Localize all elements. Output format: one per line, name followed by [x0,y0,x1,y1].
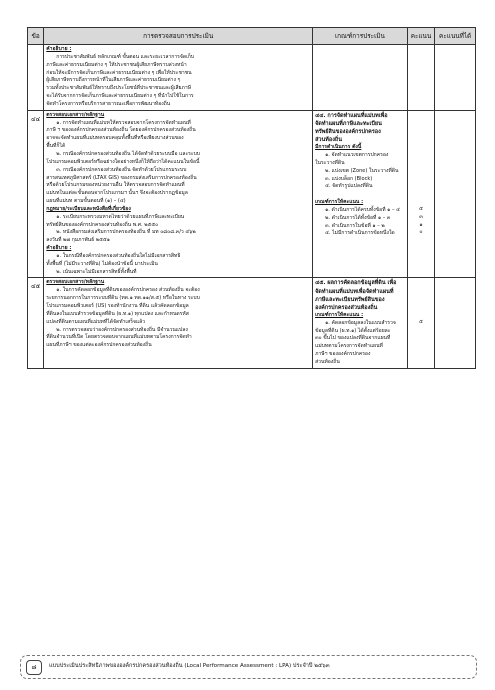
criteria-line: เกณฑ์การให้คะแนน : [315,311,364,318]
score-spacer [410,151,432,159]
criteria-line: แม่บทตามโครงการจัดทำแผนที่ [315,343,383,350]
score-value: ๓ [419,213,423,220]
content-line: ๑. การจัดทำแผนที่แม่บทให้ตรวจสอบจากโครงการจัดทำแผนที่ [56,119,191,126]
criteria-line: ๒. ดำเนินการได้ทั้งข้อที่ ๑ – ๓ [325,214,391,221]
row1-criteria-cell [313,45,408,111]
criteria-line: ในระวางที่ดิน [315,159,345,166]
content-line: ๒. การตรวจสอบว่าองค์กรปกครองส่วนท้องถิ่น มีจำนวนแปลง [56,326,188,333]
criteria-line: ส่วนท้องถิ่น [315,358,340,365]
row2-score-cell [407,110,434,278]
row1-score-cell [407,45,434,111]
criteria-line: ส่วนท้องถิ่น [315,137,342,144]
row3-criteria-cell [313,278,408,368]
criteria-line: ๔. จัดทำรูปแปลงที่ดิน [325,183,373,190]
row3-no: ๔๕ [28,278,44,368]
header-no: ข้อ [28,28,44,45]
table-header-row [28,28,476,45]
content-line: หรือด้วยโปรแกรมของหน่วยงานอื่น ให้ตรวจสอบการจัดทำแผนที่ [46,182,185,189]
header-criteria: เกณฑ์การประเมิน [313,28,408,45]
content-line: ตรวจสอบเอกสาร/หลักฐาน [46,279,105,286]
content-line: กฎหมาย/ระเบียบและหนังสือที่เกี่ยวข้อง [46,205,131,212]
score-spacer [410,167,432,175]
content-line: ระยการนอกการในการระบบที่ดิน (ทด.๑ ทด.๑๑/ส.๕) หรือในทาง ระบบ [46,295,200,302]
page-footer [20,655,477,679]
row3-content-cell [44,278,313,368]
score-spacer [410,143,432,151]
content-line: ๑. ในกรณีที่องค์กรปกครองส่วนท้องถิ่นใดไม่มีเอกสารสิทธิ [56,252,181,259]
criteria-line: องค์กรปกครองส่วนท้องถิ่น [315,304,378,311]
content-line: ๒. เน้นเฉพาะไม่มีเอกสารสิทธิ์ทั้งพื้นที่ [56,268,137,275]
table-row [28,278,476,368]
row1-content-cell [44,45,313,111]
content-line: ตรวจสอบเอกสาร/หลักฐาน [46,111,105,118]
content-line: ที่ดินจำนวนที่เปิด โดยตรวจสอบจากแผนที่แม่บทตามโครงการจัดทำ [46,334,192,341]
content-line: ทรัพย์สินขององค์กรปกครองส่วนท้องถิ่น พ.ศ. ๒๕๕๐ [46,221,159,228]
score-value: ๐ [419,229,423,236]
criteria-line: ๔๕. ผลการคัดลอกข้อมูลที่ดิน เพื่อ [315,280,397,287]
content-line: ลงวันที่ ๒๗ กุมภาพันธ์ ๒๕๕๑ [46,237,110,244]
row1-got-cell [435,45,476,111]
content-line: แม่บทในแต่ละขั้นตอนจากโปรแกรมฯ นั้นฯ จึงจะต้องปรากฏข้อมูล [46,190,188,197]
table-row [28,110,476,278]
criteria-line: ๔. ไม่มีการดำเนินการข้อหนึ่งใด [325,230,395,237]
content-line: พื้นที่ก็ได้ [46,143,66,150]
score-value: ๕ [419,318,423,325]
table-row [28,45,476,111]
content-line: ๑. ระเบียบกระทรวงมหาดไทยว่าด้วยแผนที่ภาษีและทะเบียน [56,213,185,220]
criteria-line: ข้อมูลที่ดิน (ผ.ท.๑) ได้ตั้งแต่ร้อยละ [315,327,391,334]
score-spacer [410,190,432,198]
score-spacer [410,182,432,190]
content-line: อาจจะจัดทำแผนที่แม่บทครอบคลุมทั้งพื้นที่หรือเพียงบางส่วนของ [46,135,184,142]
content-line: โปรแกรมคอมพิวเตอร์ (US) รองท้านักงาน ที่ดิน แล้วคัดลอกข้อมูล [46,303,189,309]
criteria-line: ๓๐ ขึ้นไป ของแปลงที่ดินจากแผนที่ [315,335,391,342]
criteria-line: เกณฑ์การให้คะแนน : [315,199,364,206]
content-line: แปลงที่ดินตามแผนที่แม่บทที่ได้จัดทำเสร็จแล้ว [46,318,146,325]
criteria-line: ๑. คัดลอกข้อมูลลงในแบบสำรวจ [325,319,396,326]
content-line: ภาษีและค่าธรรมเนียมต่าง ๆ ให้ประชาชนผู้เสียภาษีทราบล่วงหน้า [46,61,187,68]
criteria-line: ๒. แบ่งเขต (Zone) ในระวางที่ดิน [325,167,399,174]
row3-score-cell [407,278,434,368]
document-page [27,27,476,369]
content-line: ๑. ในการคัดลอกข้อมูลที่ดินขององค์กรปกครอง ส่วนท้องถิ่น จะต้อง [56,287,200,294]
content-line: แผนที่ภาษีฯ ของแต่ละองค์กรปกครองส่วนท้องถิ่น [46,342,152,349]
score-spacer [410,287,432,295]
score-spacer [410,279,432,287]
criteria-line: ทรัพย์สินขององค์กรปกครอง [315,128,381,135]
score-spacer [410,159,432,167]
content-line: ก่อนให้จะมีการจัดเก็บภาษีและค่าธรรมเนียมต่าง ๆ เพื่อให้ประชาชน [46,69,192,76]
score-value: ๑ [419,221,423,228]
content-line: โปรแกรมคอมพิวเตอร์หรือฉย่างใดอย่างหนึ่งก็ให้ถือว่าได้คะแนนในข้อนี้ [46,158,200,165]
header-content: การตรวจสอบการประเมิน [44,28,313,45]
assessment-table [27,27,476,369]
score-spacer [410,127,432,135]
row1-no-cell [28,45,44,111]
page-number: ๘ [26,660,42,675]
score-spacer [410,198,432,206]
content-line: ทั้งพื้นที่ (ไม่มีระวางที่ดิน) ไม่ต้องนำข้อนี้ มาประเมิน [46,260,158,267]
score-spacer [410,175,432,183]
criteria-line: ๓. ดำเนินการในข้อที่ ๑ – ๒ [325,222,385,229]
footer-text: แบบประเมินประสิทธิภาพขององค์กรปกครองส่วนท้องถิ่น (Local Performance Assessment : LPA) ประจำปี ๒๕๖๓ [49,663,330,669]
content-line: รวมทั้งประชาสัมพันธ์ให้ทราบถึงประโยชน์ที่ประชาชนและผู้เสียภาษี [46,85,191,92]
criteria-line: จัดทำแผนที่แม่บทเพื่อจัดทำแผนที่ [315,288,394,295]
content-line: ภาษี ฯ ขององค์กรปกครองส่วนท้องถิ่น โดยองค์กรปกครองส่วนท้องถิ่น [46,127,196,134]
content-line: ที่ดินลงในแบบสำรวจข้อมูลที่ดิน (ผ.ท.๑) ทุกแปลง และกำหนดรหัส [46,310,189,317]
header-score: คะแนน [407,28,434,45]
criteria-line: ๑. จัดทำแนวเขตการปกครอง [325,151,389,158]
criteria-line [315,191,405,199]
content-line: ๒. กรณีองค์กรปกครองส่วนท้องถิ่น ได้จัดทำด้วยระบบมือ และระบบ [56,150,200,157]
criteria-line: จัดทำแผนที่ภาษีและทะเบียน [315,120,382,127]
content-line: จัดทำโครงการหรือบริการสาธารณะเพื่อการพัฒนาท้องถิ่น [46,100,171,107]
content-line: การประชาสัมพันธ์ หลักเกณฑ์ ขั้นตอน และระยะเวลาการจัดเก็บ [56,53,195,60]
score-spacer [410,112,432,120]
criteria-line: ๔๔. การจัดทำแผนที่แม่บทเพื่อ [315,112,388,119]
content-line: แผนที่แม่บท ตามขั้นตอนที่ (๑) – (๔) [46,198,126,205]
criteria-line: ภาษีและทะเบียนทรัพย์สินของ [315,296,385,303]
row2-content-cell [44,110,313,278]
content-line: ๒. หนังสือกรมส่งเสริมการปกครองท้องถิ่น ที่ มท ๐๘๐๘.๓/ว ๔๖๒ [56,229,196,236]
row2-criteria-cell [313,110,408,278]
criteria-line: ๓. แบ่งบล็อก (Block) [325,175,373,182]
score-value: ๕ [419,205,423,212]
row2-got-cell [435,110,476,278]
row3-got-cell [435,278,476,368]
header-score-got: คะแนนที่ได้ [435,28,476,45]
score-spacer [410,303,432,311]
criteria-line: ภาษีฯ ขององค์กรปกครอง [315,351,371,358]
criteria-line: มีการดำเนินการ ดังนี้ [315,144,362,151]
score-spacer [410,295,432,303]
score-spacer [410,120,432,128]
content-line: ๓. กรณีองค์กรปกครองส่วนท้องถิ่น จัดทำด้วยโปรแกรมระบบ [56,166,187,173]
content-line: ผู้เสียภาษีทราบถึงการหน้าที่ในเสียภาษีและค่าธรรมเนียมต่าง ๆ [46,77,181,84]
content-line: คำอธิบาย : [46,245,72,252]
criteria-line: ๑. ดำเนินการได้ครบทั้งข้อที่ ๑ – ๔ [325,206,400,213]
row2-no: ๔๔ [28,110,44,278]
content-line: จะได้รับจากการจัดเก็บภาษีและค่าธรรมเนียมต่าง ๆ ที่นำไปใช้ในการ [46,93,194,100]
content-line: สารสนเทศภูมิศาสตร์ (LTAX GIS) ของกรมส่งเสริมการปกครองท้องถิ่น [46,174,197,181]
content-line: คำอธิบาย : [46,46,72,52]
score-spacer [410,135,432,143]
score-spacer [410,311,432,319]
